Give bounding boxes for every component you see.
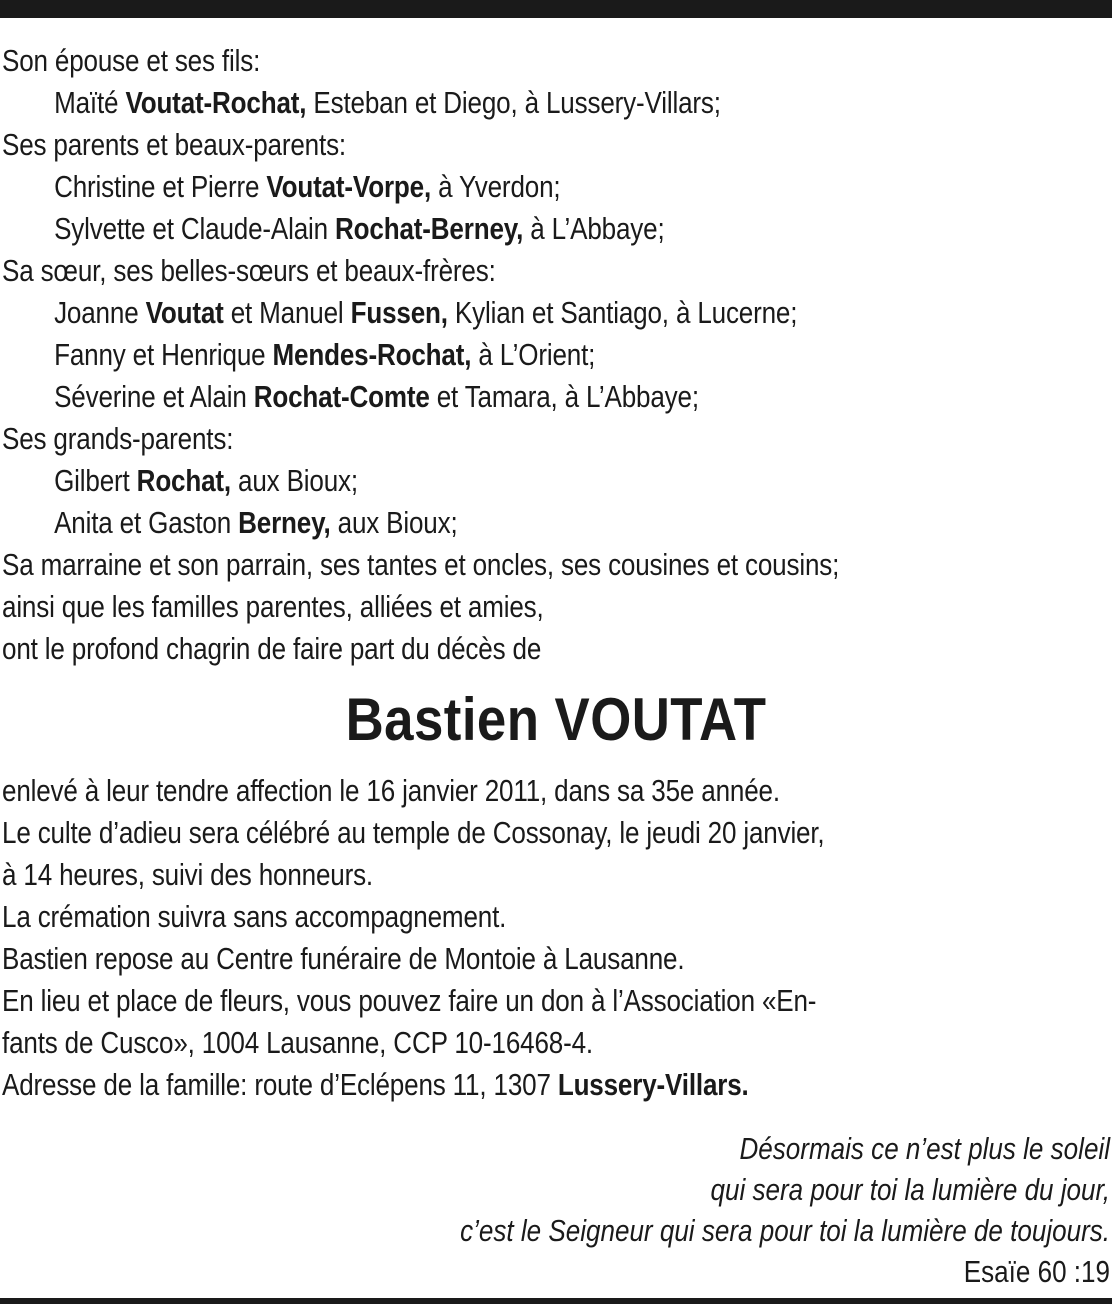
siblings-line-3: Séverine et Alain Rochat-Comte et Tamara, à L’Abbaye; [54,379,699,414]
top-rule [0,0,1112,18]
bible-verse [2,1128,1110,1292]
others-line-1: Sa marraine et son parrain, ses tantes et oncles, ses cousines et cousins; [2,547,840,582]
parents-heading: Ses parents et beaux-parents: [2,127,346,162]
verse-line-2: qui sera pour toi la lumière du jour, [710,1172,1110,1207]
grandparents-line-2: Anita et Gaston Berney, aux Bioux; [54,505,458,540]
siblings-line-2: Fanny et Henrique Mendes-Rochat, à L’Orient; [54,337,596,372]
spouse-line: Maïté Voutat-Rochat, Esteban et Diego, à Lussery-Villars; [54,85,721,120]
details-line-5: Bastien repose au Centre funéraire de Montoie à Lausanne. [2,941,685,976]
obituary-notice [2,40,1110,1292]
verse-line-1: Désormais ce n’est plus le soleil [739,1131,1110,1166]
details-line-7: fants de Cusco», 1004 Lausanne, CCP 10-16468-4. [2,1025,593,1060]
parents-line-2: Sylvette et Claude-Alain Rochat-Berney, à L’Abbaye; [54,211,665,246]
address-line: Adresse de la famille: route d’Eclépens 11, 1307 Lussery-Villars. [2,1067,749,1102]
deceased-name: Bastien VOUTAT [345,686,767,753]
siblings-line-1: Joanne Voutat et Manuel Fussen, Kylian et Santiago, à Lucerne; [54,295,798,330]
details-line-2: Le culte d’adieu sera célébré au temple de Cossonay, le jeudi 20 janvier, [2,815,825,850]
announce-line: ont le profond chagrin de faire part du décès de [2,631,542,666]
verse-reference: Esaïe 60 :19 [963,1254,1110,1289]
details-line-4: La crémation suivra sans accompagnement. [2,899,507,934]
bottom-rule [0,1298,1112,1304]
others-line-2: ainsi que les familles parentes, alliées et amies, [2,589,544,624]
parents-line-1: Christine et Pierre Voutat-Vorpe, à Yverdon; [54,169,561,204]
details-line-6: En lieu et place de fleurs, vous pouvez faire un don à l’Association «En- [2,983,817,1018]
siblings-heading: Sa sœur, ses belles-sœurs et beaux-frères: [2,253,496,288]
grandparents-heading: Ses grands-parents: [2,421,234,456]
details-line-3: à 14 heures, suivi des honneurs. [2,857,374,892]
verse-line-3: c’est le Seigneur qui sera pour toi la lumière de toujours. [460,1213,1111,1248]
details-line-1: enlevé à leur tendre affection le 16 janvier 2011, dans sa 35e année. [2,773,780,808]
spouse-heading: Son épouse et ses fils: [2,43,261,78]
grandparents-line-1: Gilbert Rochat, aux Bioux; [54,463,358,498]
